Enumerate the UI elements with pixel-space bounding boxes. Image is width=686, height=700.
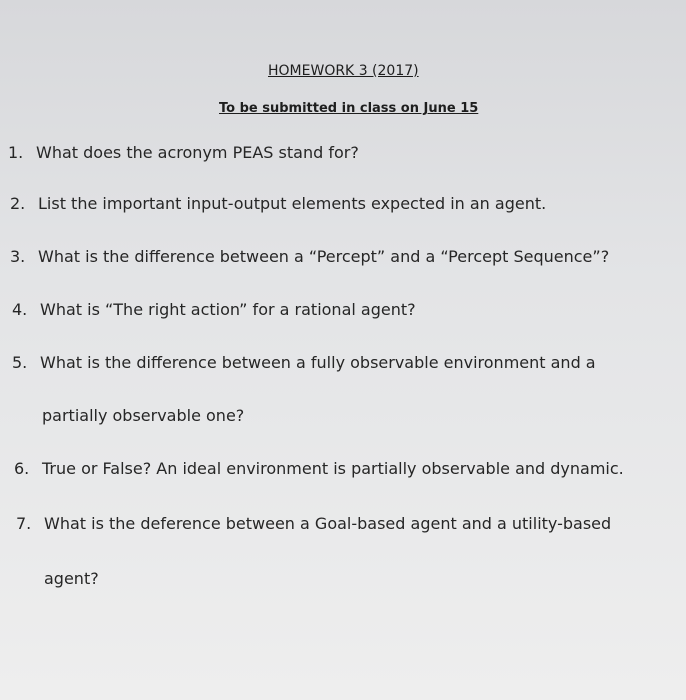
question-text: True or False? An ideal environment is partially observable and dynamic. [42,459,624,478]
question-text: What is the difference between a fully observable environment and a [40,353,596,372]
question-number: 1. [8,143,24,162]
question-2 [10,194,546,213]
question-6 [14,459,624,478]
question-7-continuation [44,569,99,588]
question-text: What is “The right action” for a rational agent? [40,300,416,319]
question-number: 7. [16,514,32,533]
question-4 [12,300,416,319]
question-text: What is the difference between a “Percept” and a “Percept Sequence”? [38,247,610,266]
question-5 [12,353,596,372]
question-text: List the important input-output elements expected in an agent. [38,194,547,213]
question-text: agent? [44,569,99,588]
question-number: 5. [12,353,28,372]
question-1 [8,143,359,162]
question-number: 3. [10,247,26,266]
question-number: 6. [14,459,30,478]
question-7 [16,514,611,533]
question-text: partially observable one? [42,406,245,425]
question-3 [10,247,609,266]
question-text: What does the acronym PEAS stand for? [36,143,359,162]
page-title: HOMEWORK 3 (2017) [268,63,419,79]
question-5-continuation [42,406,244,425]
question-number: 2. [10,194,26,213]
question-number: 4. [12,300,28,319]
page-subtitle: To be submitted in class on June 15 [219,101,479,116]
question-text: What is the deference between a Goal-based agent and a utility-based [44,514,612,533]
